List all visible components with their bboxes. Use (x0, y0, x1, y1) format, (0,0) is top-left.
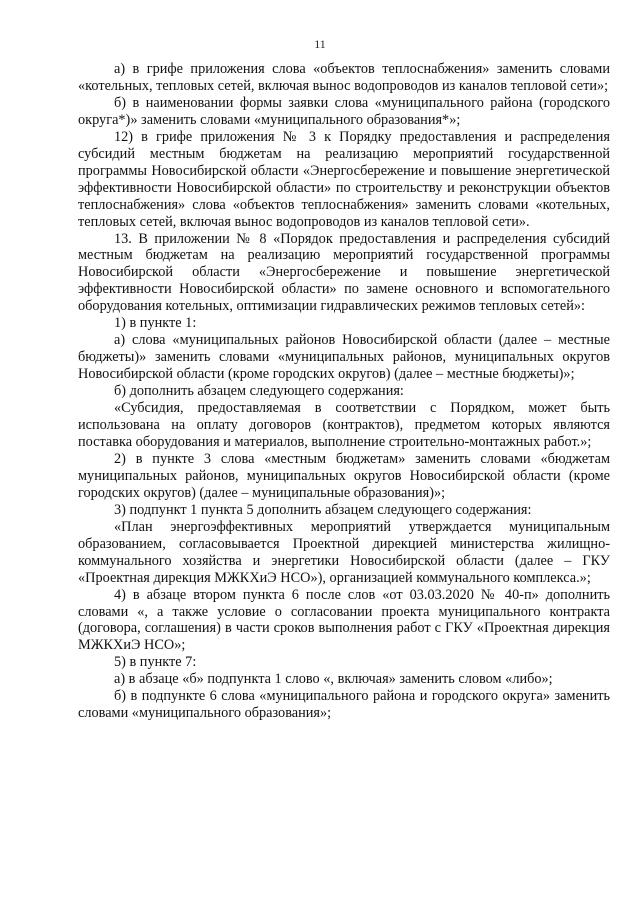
paragraph-amendment-a: а) в грифе приложения слова «объектов теплоснабжения» заменить словами «котельных, тепловых сетей, включая вынос водопроводов из каналов тепловой сети»; (78, 61, 610, 94)
paragraph-subitem-2: 2) в пункте 3 слова «местным бюджетам» заменить словами «бюджетам муниципальных районов, муниципальных округов Новосибирской области (кроме городских округов) (далее – муниципальные образования)»; (78, 450, 610, 501)
document-body (78, 61, 610, 722)
paragraph-subitem-1: 1) в пункте 1: (114, 315, 197, 332)
paragraph-quote-plan: «План энергоэффективных мероприятий утверждается муниципальным образованием, согласовывается Проектной дирекцией министерства жилищно-коммунального хозяйства и энергетики Новосибирской области (далее – ГКУ «Проектная дирекция МЖКХиЭ НСО»), организацией коммунального комплекса.»; (78, 518, 610, 586)
paragraph-subitem-1a: а) слова «муниципальных районов Новосибирской области (далее – местные бюджеты)» заменить словами «муниципальных районов, муниципальных округов Новосибирской области (кроме городских округов) (далее – местные бюджеты)»; (78, 332, 610, 383)
paragraph-subitem-3: 3) подпункт 1 пункта 5 дополнить абзацем следующего содержания: (114, 501, 532, 518)
paragraph-subitem-5: 5) в пункте 7: (114, 654, 197, 671)
paragraph-subitem-1b: б) дополнить абзацем следующего содержания: (114, 383, 404, 400)
paragraph-item-12: 12) в грифе приложения № 3 к Порядку предоставления и распределения субсидий местным бюджетам на реализацию мероприятий государственной программы Новосибирской области «Энергосбережение и повышение энергетической эффективности Новосибирской области» по строительству и реконструкции объектов теплоснабжения» слова «объектов теплоснабжения» заменить словами «котельных, тепловых сетей, включая вынос водопроводов из каналов тепловой сети». (78, 128, 610, 230)
paragraph-quote-subsidy: «Субсидия, предоставляемая в соответствии с Порядком, может быть использована на оплату договоров (контрактов), предметом которых являются поставка оборудования и материалов, выполнение строительно-монтажных работ.»; (78, 400, 610, 450)
paragraph-subitem-5a: а) в абзаце «б» подпункта 1 слово «, включая» заменить словом «либо»; (114, 671, 553, 688)
page-number: 11 (314, 37, 326, 51)
paragraph-subitem-4: 4) в абзаце втором пункта 6 после слов «от 03.03.2020 № 40-п» дополнить словами «, а также условие о согласовании проекта муниципального контракта (договора, соглашения) в части сроков выполнения работ с ГКУ «Проектная дирекция МЖКХиЭ НСО»; (78, 586, 610, 654)
paragraph-amendment-b: б) в наименовании формы заявки слова «муниципального района (городского округа*)» заменить словами «муниципального образования*»; (78, 94, 610, 128)
paragraph-item-13: 13. В приложении № 8 «Порядок предоставления и распределения субсидий местным бюджетам на реализацию мероприятий государственной программы Новосибирской области «Энергосбережение и повышение энергетической эффективности Новосибирской области» по замене основного и вспомогательного оборудования котельных, оптимизации гидравлических режимов тепловых сетей»: (78, 230, 610, 315)
paragraph-subitem-5b: б) в подпункте 6 слова «муниципального района и городского округа» заменить словами «муниципального образования»; (78, 688, 610, 722)
